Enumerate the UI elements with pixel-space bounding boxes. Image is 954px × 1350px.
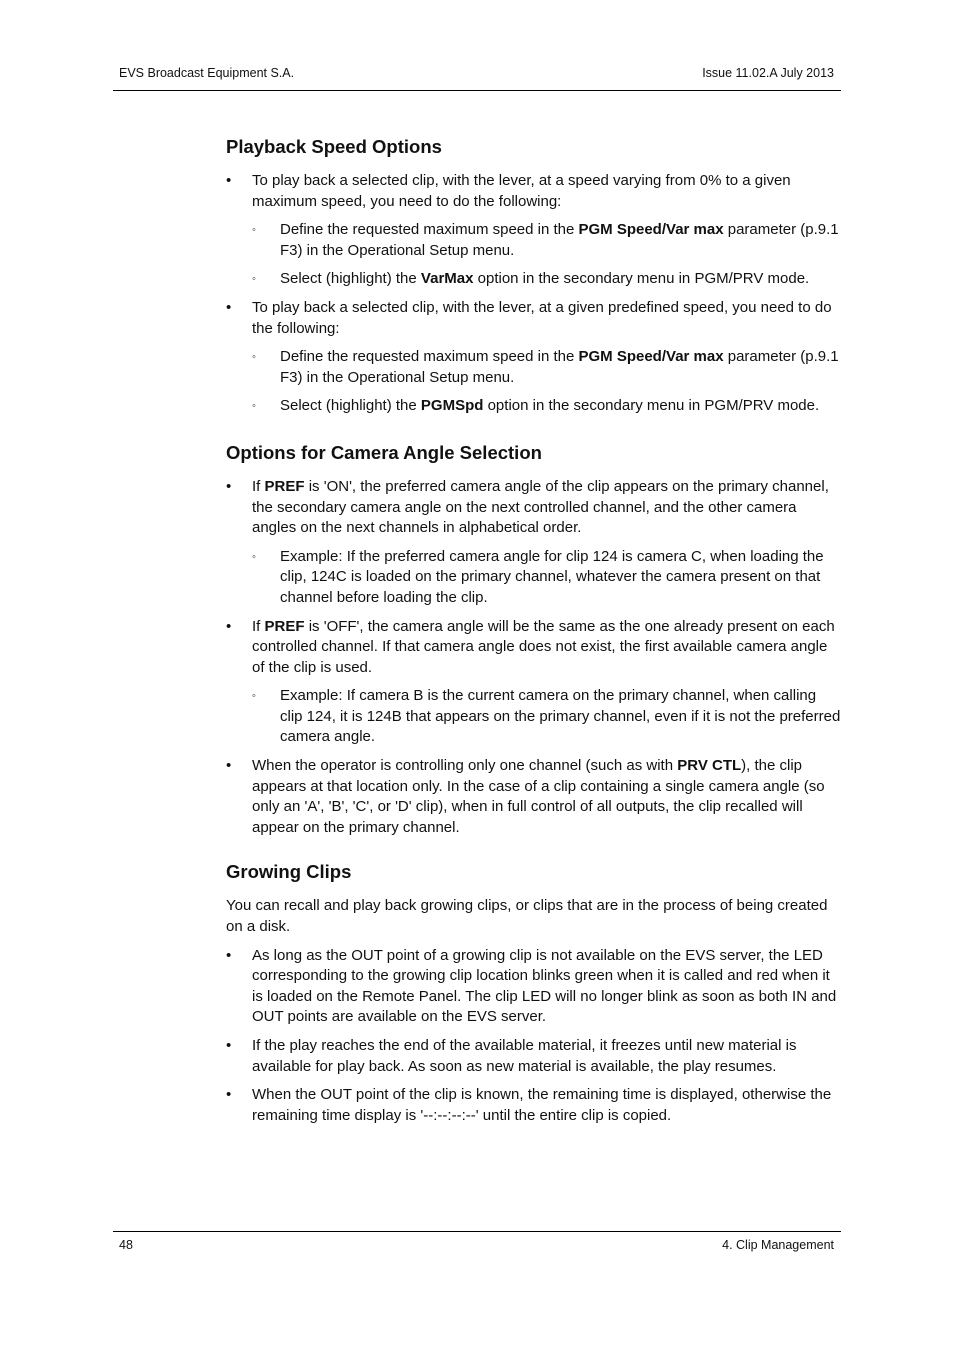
- sub-list: [252, 220, 841, 290]
- header-issue: Issue 11.02.A July 2013: [702, 66, 834, 80]
- sub-list-item: [252, 347, 841, 388]
- section-title-growing: Growing Clips: [226, 861, 352, 883]
- section-title-camera: Options for Camera Angle Selection: [226, 441, 542, 463]
- section-growing-clips: [226, 860, 841, 1126]
- sub-list: [252, 347, 841, 417]
- intro-paragraph: You can recall and play back growing clips, or clips that are in the process of being created on a disk.: [226, 897, 828, 936]
- page-content: [226, 135, 841, 1126]
- section-title-playback: Playback Speed Options: [226, 136, 442, 157]
- text: option in the secondary menu in PGM/PRV mode.: [483, 397, 820, 415]
- growing-list: [226, 946, 841, 1127]
- sub-list-item: [252, 269, 841, 290]
- text: is 'OFF', the camera angle will be the same as the one already present on each controlled channel. If that camera angle does not exist, the first available camera angle of the clip is used.: [252, 617, 835, 676]
- param-name: PGM Speed/Var max: [578, 348, 724, 366]
- section-camera-angle: [226, 441, 841, 839]
- text: As long as the OUT point of a growing clip is not available on the EVS server, the LED corresponding to the growing clip location blinks green when it is called and red when it is loaded on the Remote Panel. The clip LED will no longer blink as soon as both IN and OUT points are available on the EVS server.: [252, 946, 837, 1026]
- text: If the play reaches the end of the available material, it freezes until new material is available for play back. As soon as new material is available, the play resumes.: [252, 1037, 797, 1075]
- text: If: [252, 617, 265, 635]
- text: When the OUT point of the clip is known, the remaining time is displayed, otherwise the remaining time display is '--:--:--:--' until the entire clip is copied.: [252, 1086, 832, 1124]
- list-item: [226, 477, 841, 609]
- sub-list-item: [252, 396, 841, 417]
- sub-list-item: [252, 686, 841, 748]
- text: If: [252, 477, 265, 495]
- header-company: EVS Broadcast Equipment S.A.: [119, 66, 295, 80]
- list-item: [226, 1036, 841, 1077]
- option-name: VarMax: [420, 270, 474, 288]
- list-item: [226, 1085, 841, 1126]
- list-item: [226, 946, 841, 1028]
- text: option in the secondary menu in PGM/PRV mode.: [473, 270, 810, 288]
- text: Example: If camera B is the current camera on the primary channel, when calling clip 124, it is 124B that appears on the primary channel, even if it is not the preferred camera angle.: [280, 687, 841, 746]
- text: Select (highlight) the: [280, 397, 421, 415]
- list-item: [226, 298, 841, 417]
- param-name: PGM Speed/Var max: [578, 221, 724, 239]
- text: Define the requested maximum speed in the: [280, 348, 579, 366]
- page-number: 48: [119, 1238, 133, 1252]
- list-item: [226, 171, 841, 290]
- text: Define the requested maximum speed in the: [280, 221, 579, 239]
- keyword: PREF: [264, 617, 305, 635]
- footer-rule: [113, 1231, 841, 1232]
- sub-list: [252, 547, 841, 609]
- camera-list: [226, 477, 841, 839]
- text: parameter (p.9.1 F3) in the Operational Setup menu.: [280, 348, 839, 386]
- option-name: PGMSpd: [420, 397, 484, 415]
- footer-chapter: 4. Clip Management: [722, 1238, 834, 1252]
- bullet-text: To play back a selected clip, with the lever, at a given predefined speed, you need to do the following:: [252, 298, 832, 337]
- sub-list-item: [252, 547, 841, 609]
- text: Example: If the preferred camera angle for clip 124 is camera C, when loading the clip, 124C is loaded on the primary channel, whatever the camera present on that channel before loading the clip.: [280, 547, 824, 606]
- bullet-text: To play back a selected clip, with the lever, at a speed varying from 0% to a given maximum speed, you need to do the following:: [252, 172, 791, 210]
- text: parameter (p.9.1 F3) in the Operational Setup menu.: [280, 221, 839, 259]
- list-item: [226, 756, 841, 838]
- text: Select (highlight) the: [280, 270, 421, 288]
- keyword: PRV CTL: [677, 757, 742, 775]
- sub-list: [252, 686, 841, 748]
- header-rule: [113, 90, 841, 91]
- list-item: [226, 617, 841, 749]
- playback-list: [226, 171, 841, 417]
- text: ), the clip appears at that location only. In the case of a clip containing a single camera angle (so only an 'A', 'B', 'C', or 'D' clip), when in full control of all outputs, the clip recalled will appear on the primary channel.: [252, 757, 825, 836]
- text: is 'ON', the preferred camera angle of the clip appears on the primary channel, the secondary camera angle on the next controlled channel, and the other camera angles on the next channels in alphabetical order.: [252, 477, 829, 537]
- keyword: PREF: [264, 477, 305, 495]
- section-playback-speed: [226, 135, 841, 417]
- sub-list-item: [252, 220, 841, 261]
- text: When the operator is controlling only one channel (such as with: [252, 757, 678, 775]
